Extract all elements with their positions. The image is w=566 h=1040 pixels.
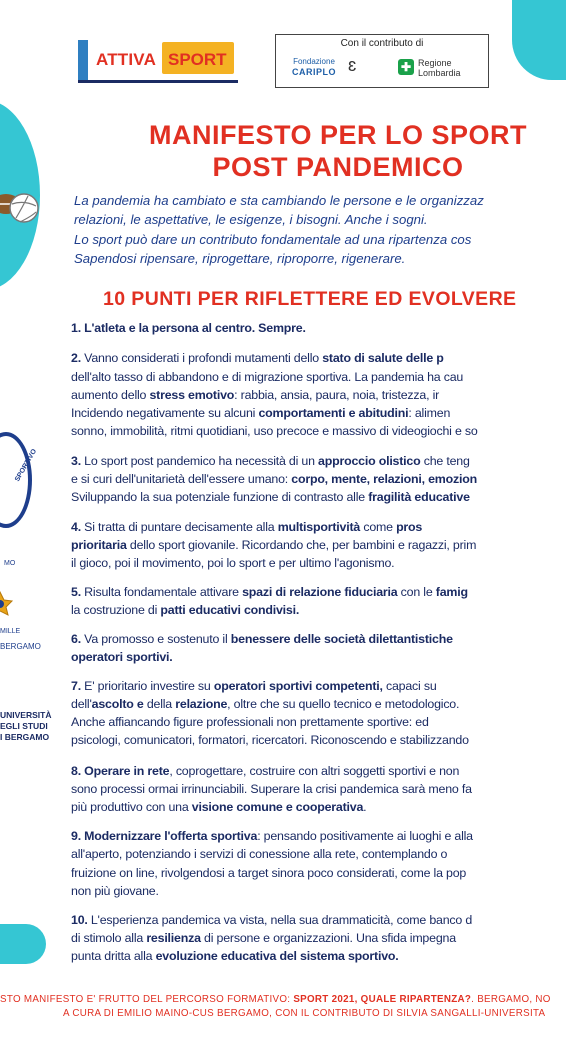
point-10-line-3	[71, 947, 399, 965]
point-keyword: pros	[396, 520, 423, 534]
point-9-line-4: non più giovane.	[71, 884, 159, 898]
point-2-line-3	[71, 386, 439, 404]
point-text: Lo sport post pandemico ha necessità di un	[80, 454, 319, 468]
point-keyword: operatori sportivi competenti,	[213, 679, 383, 693]
point-4-line-3: il gioco, poi il movimento, poi lo sport e per ultimo l'agonismo.	[71, 556, 395, 570]
point-text: con le	[397, 585, 436, 599]
footer-text: . BERGAMO, NO	[471, 994, 551, 1005]
lombardia-line2: Lombardia	[418, 68, 461, 78]
point-text: Incidendo negativamente su alcuni	[71, 406, 259, 420]
cariplo-line2: CARIPLO	[292, 67, 336, 77]
point-keyword: comportamenti e abitudini	[258, 406, 409, 420]
footer-line-1	[0, 994, 551, 1005]
point-keyword: 8. Operare in rete	[71, 764, 170, 778]
point-text: E' prioritario investire su	[80, 679, 214, 693]
point-keyword: multisportività	[277, 520, 361, 534]
point-8-line-1	[71, 762, 459, 780]
point-keyword: operatori sportivi.	[71, 650, 173, 664]
sports-club-circle-logo	[0, 432, 39, 528]
point-keyword: benessere delle società dilettantistiche	[230, 632, 453, 646]
point-text: la costruzione di	[71, 603, 161, 617]
point-text: dell'	[71, 697, 92, 711]
point-keyword: approccio olistico	[318, 454, 421, 468]
point-3-line-3	[71, 488, 470, 506]
point-6-line-1	[71, 630, 453, 648]
point-keyword: resilienza	[146, 931, 201, 945]
attiva-sport-logo	[78, 40, 238, 83]
point-1-text: 1. L'atleta e la persona al centro. Sempre.	[71, 321, 306, 335]
point-8-line-3	[71, 798, 366, 816]
point-text: , oltre che su quello tecnico e metodologico.	[227, 697, 460, 711]
intro-line-4: Sapendosi ripensare, riprogettare, riproporre, rigenerare.	[74, 251, 406, 266]
intro-line-3: Lo sport può dare un contributo fondamentale ad una ripartenza cos	[74, 232, 472, 247]
lombardia-line1: Regione	[418, 58, 452, 68]
footer-text: STO MANIFESTO E' FRUTTO DEL PERCORSO FORMATIVO:	[0, 994, 294, 1005]
sponsor-box	[275, 34, 489, 88]
point-10-line-1	[71, 911, 472, 929]
point-text: : pensando positivamente ai luoghi e alla	[257, 829, 473, 843]
point-text: di persone e organizzazioni. Una sfida impegna	[200, 931, 456, 945]
point-number: 3.	[71, 454, 81, 468]
point-text: : alimen	[408, 406, 451, 420]
point-number: 5.	[71, 585, 81, 599]
point-keyword: ascolto e	[91, 697, 144, 711]
point-7-line-4: psicologi, comunicatori, formatori, ricercatori. Riconoscendo e stabilizzando	[71, 733, 469, 747]
point-9-line-2: all'aperto, potenziando i servizi di conessione alla rete, contemplando o	[71, 847, 448, 861]
point-7-line-3: Anche affiancando figure professionali non prettamente sportive: ed	[71, 715, 429, 729]
point-text: aumento dello	[71, 388, 150, 402]
cariplo-icon: ɛ	[348, 55, 357, 75]
decorative-shape-bottom-left	[0, 924, 46, 964]
point-keyword: visione comune e cooperativa	[191, 800, 364, 814]
point-9-line-3: fruizione on line, rivolgendosi a target sinora poco considerati, come la pop	[71, 866, 467, 880]
point-text: : rabbia, ansia, paura, noia, tristezza, ir	[234, 388, 440, 402]
point-text: dello sport giovanile. Ricordando che, per bambini e ragazzi, prim	[126, 538, 477, 552]
point-keyword: corpo, mente, relazioni, emozion	[291, 472, 477, 486]
point-keyword: famig	[435, 585, 468, 599]
point-2-line-2: dell'alto tasso di abbandono e di migrazione sportiva. La pandemia ha cau	[71, 370, 464, 384]
cariplo-line1: Fondazione	[293, 57, 335, 66]
logo-sport-word: SPORT	[168, 50, 227, 69]
point-text: della	[143, 697, 176, 711]
point-keyword: fragilità educative	[368, 490, 470, 504]
point-5-line-1	[71, 583, 468, 601]
point-keyword: patti educativi condivisi.	[160, 603, 300, 617]
point-3-line-2	[71, 470, 477, 488]
point-5-line-2	[71, 601, 299, 619]
point-7-line-2	[71, 695, 459, 713]
logo-stripe	[78, 40, 88, 80]
point-keyword: stress emotivo	[149, 388, 235, 402]
point-text: più produttivo con una	[71, 800, 192, 814]
university-line3: I BERGAMO	[0, 732, 50, 742]
university-logo-text	[0, 710, 51, 743]
intro-line-1: La pandemia ha cambiato e sta cambiando le persone e le organizzaz	[74, 193, 484, 208]
point-8-line-2: sono processi ormai irrinunciabili. Superare la crisi pandemica sarà meno fa	[71, 782, 472, 796]
point-text: L'esperienza pandemica va vista, nella sua drammaticità, come banco d	[87, 913, 473, 927]
point-2-line-4	[71, 404, 450, 422]
point-2-line-5: sonno, immobilità, ritmi quotidiani, uso precoce e massivo di videogiochi e so	[71, 424, 478, 438]
point-2-line-1	[71, 349, 444, 367]
point-text: capaci su	[382, 679, 437, 693]
point-text: Va promosso e sostenuto il	[80, 632, 231, 646]
point-text: che teng	[420, 454, 470, 468]
point-number: 4.	[71, 520, 81, 534]
point-text: come	[360, 520, 397, 534]
point-keyword: spazi di relazione fiduciaria	[242, 585, 398, 599]
page-title-line1: MANIFESTO PER LO SPORT	[148, 120, 528, 150]
footer-course-title: SPORT 2021, QUALE RIPARTENZA?	[293, 994, 472, 1005]
point-1	[71, 319, 306, 337]
point-keyword: stato di salute delle p	[322, 351, 444, 365]
point-4-line-2	[71, 536, 476, 554]
sport-balls-icon	[0, 182, 40, 230]
point-6-line-2	[71, 648, 173, 666]
point-text: , coprogettare, costruire con altri soggetti sportivi e non	[169, 764, 460, 778]
university-line2: EGLI STUDI	[0, 721, 48, 731]
logo-attiva-word: ATTIVA	[96, 50, 157, 69]
lombardia-icon: ✚	[398, 59, 414, 75]
page-title-line2: POST PANDEMICO	[212, 152, 464, 182]
point-9-line-1	[71, 827, 473, 845]
point-keyword: evoluzione educativa del sistema sportivo.	[155, 949, 399, 963]
point-text: .	[363, 800, 367, 814]
point-text: Si tratta di puntare decisamente alla	[80, 520, 278, 534]
point-7-line-1	[71, 677, 437, 695]
point-4-line-1	[71, 518, 422, 536]
point-text: di stimolo alla	[71, 931, 147, 945]
point-text: e si curi dell'unitarietà dell'essere umano:	[71, 472, 292, 486]
point-number: 6.	[71, 632, 81, 646]
point-10-line-2	[71, 929, 456, 947]
point-number: 10.	[71, 913, 88, 927]
intro-line-2: relazioni, le aspettative, le esigenze, i bisogni. Anche i sogni.	[74, 212, 428, 227]
point-text: Risulta fondamentale attivare	[80, 585, 243, 599]
star-logo-text-city: BERGAMO	[0, 642, 41, 651]
point-text: Vanno considerati i profondi mutamenti dello	[80, 351, 323, 365]
footer-line-2: A CURA DI EMILIO MAINO-CUS BERGAMO, CON IL CONTRIBUTO DI SILVIA SANGALLI-UNIVERSITA	[63, 1008, 546, 1019]
point-number: 7.	[71, 679, 81, 693]
point-number: 2.	[71, 351, 81, 365]
star-logo-text-mille: MILLE	[0, 628, 21, 635]
point-3-line-1	[71, 452, 470, 470]
sponsor-title: Con il contributo di	[340, 38, 424, 49]
decorative-shape-top-right	[512, 0, 566, 80]
point-keyword: prioritaria	[71, 538, 127, 552]
lombardia-logo-text	[418, 58, 461, 78]
point-text: Sviluppando la sua potenziale funzione di contrasto alle	[71, 490, 369, 504]
cariplo-logo-text	[292, 57, 336, 78]
point-keyword: 9. Modernizzare l'offerta sportiva	[71, 829, 258, 843]
point-keyword: relazione	[175, 697, 228, 711]
point-text: punta dritta alla	[71, 949, 156, 963]
circle-logo-text: SPORTIVO	[14, 448, 39, 483]
star-logo-text-top: MO	[4, 560, 16, 567]
section-title: 10 PUNTI PER RIFLETTERE ED EVOLVERE	[103, 288, 517, 310]
university-line1: UNIVERSITÀ	[0, 710, 52, 720]
